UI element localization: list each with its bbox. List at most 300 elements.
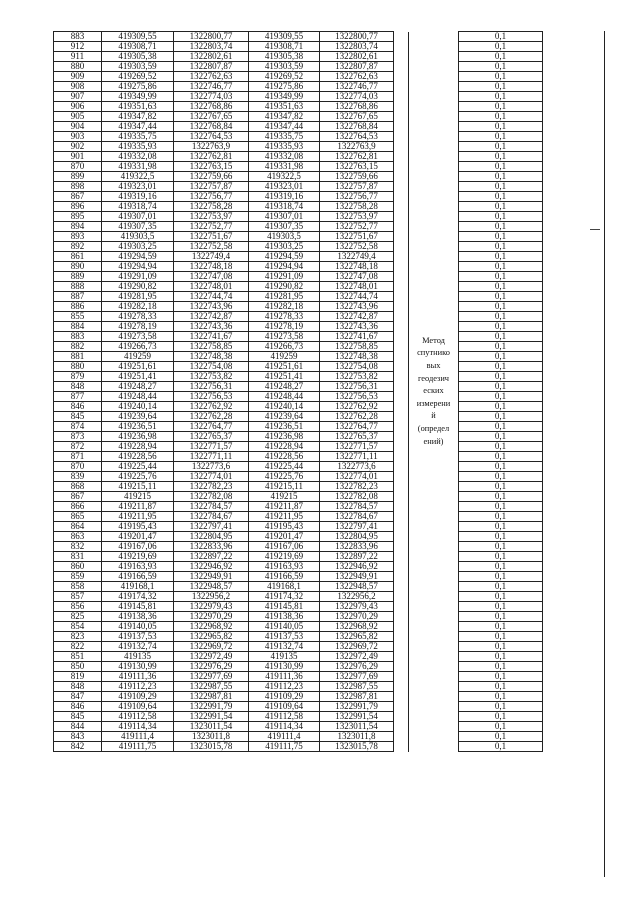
table-row — [54, 252, 543, 262]
y-new-cell: 1322753,82 — [320, 372, 394, 382]
table-row — [54, 632, 543, 642]
x-old-cell: 419331,98 — [102, 162, 174, 172]
accuracy-cell: 0,1 — [459, 422, 543, 432]
table-row — [54, 202, 543, 212]
y-old-cell: 1322807,87 — [174, 62, 249, 72]
point-number-cell: 903 — [54, 132, 102, 142]
table-row — [54, 582, 543, 592]
x-old-cell: 419215,11 — [102, 482, 174, 492]
accuracy-cell: 0,1 — [459, 222, 543, 232]
x-old-cell: 419111,4 — [102, 732, 174, 742]
accuracy-cell: 0,1 — [459, 72, 543, 82]
point-number-cell: 884 — [54, 322, 102, 332]
x-new-cell: 419130,99 — [249, 662, 320, 672]
x-new-cell: 419294,94 — [249, 262, 320, 272]
point-number-cell: 851 — [54, 652, 102, 662]
y-old-cell: 1322752,77 — [174, 222, 249, 232]
table-row — [54, 382, 543, 392]
x-old-cell: 419228,94 — [102, 442, 174, 452]
x-new-cell: 419211,87 — [249, 502, 320, 512]
x-old-cell: 419219,69 — [102, 552, 174, 562]
table-row — [54, 232, 543, 242]
point-number-cell: 860 — [54, 562, 102, 572]
x-new-cell: 419309,55 — [249, 32, 320, 42]
y-new-cell: 1322969,72 — [320, 642, 394, 652]
y-new-cell: 1322743,96 — [320, 302, 394, 312]
point-number-cell: 909 — [54, 72, 102, 82]
x-new-cell: 419112,23 — [249, 682, 320, 692]
method-text-line: Метод — [422, 335, 445, 345]
point-number-cell: 902 — [54, 142, 102, 152]
table-row — [54, 152, 543, 162]
x-new-cell: 419335,75 — [249, 132, 320, 142]
x-old-cell: 419248,27 — [102, 382, 174, 392]
y-new-cell: 1322972,49 — [320, 652, 394, 662]
y-old-cell: 1322748,01 — [174, 282, 249, 292]
method-text-line: еских — [423, 386, 444, 396]
accuracy-cell: 0,1 — [459, 602, 543, 612]
table-row — [54, 42, 543, 52]
x-old-cell: 419225,44 — [102, 462, 174, 472]
y-new-cell: 1323015,78 — [320, 742, 394, 752]
x-old-cell: 419132,74 — [102, 642, 174, 652]
table-row — [54, 292, 543, 302]
y-new-cell: 1322774,01 — [320, 472, 394, 482]
point-number-cell: 858 — [54, 582, 102, 592]
accuracy-cell: 0,1 — [459, 582, 543, 592]
table-row — [54, 692, 543, 702]
accuracy-cell: 0,1 — [459, 62, 543, 72]
table-row — [54, 282, 543, 292]
point-number-cell: 861 — [54, 252, 102, 262]
table-row — [54, 442, 543, 452]
table-row — [54, 622, 543, 632]
accuracy-cell: 0,1 — [459, 162, 543, 172]
point-number-cell: 855 — [54, 312, 102, 322]
accuracy-cell: 0,1 — [459, 172, 543, 182]
point-number-cell: 912 — [54, 42, 102, 52]
x-new-cell: 419114,34 — [249, 722, 320, 732]
table-row — [54, 342, 543, 352]
y-new-cell: 1322748,38 — [320, 352, 394, 362]
accuracy-cell: 0,1 — [459, 742, 543, 752]
x-old-cell: 419266,73 — [102, 342, 174, 352]
y-new-cell: 1322748,01 — [320, 282, 394, 292]
y-new-cell: 1323011,54 — [320, 722, 394, 732]
x-old-cell: 419335,93 — [102, 142, 174, 152]
table-row — [54, 92, 543, 102]
y-new-cell: 1322752,58 — [320, 242, 394, 252]
x-new-cell: 419303,59 — [249, 62, 320, 72]
y-old-cell: 1322771,11 — [174, 452, 249, 462]
x-old-cell: 419174,32 — [102, 592, 174, 602]
x-old-cell: 419112,58 — [102, 712, 174, 722]
accuracy-cell: 0,1 — [459, 462, 543, 472]
table-row — [54, 662, 543, 672]
point-number-cell: 880 — [54, 362, 102, 372]
y-new-cell: 1322765,37 — [320, 432, 394, 442]
y-old-cell: 1322965,82 — [174, 632, 249, 642]
y-new-cell: 1322747,08 — [320, 272, 394, 282]
table-row — [54, 192, 543, 202]
accuracy-cell: 0,1 — [459, 682, 543, 692]
y-old-cell: 1322741,67 — [174, 332, 249, 342]
x-new-cell: 419323,01 — [249, 182, 320, 192]
x-new-cell: 419135 — [249, 652, 320, 662]
point-number-cell: 904 — [54, 122, 102, 132]
y-new-cell: 1322987,55 — [320, 682, 394, 692]
accuracy-cell: 0,1 — [459, 132, 543, 142]
accuracy-cell: 0,1 — [459, 252, 543, 262]
point-number-cell: 908 — [54, 82, 102, 92]
accuracy-cell: 0,1 — [459, 572, 543, 582]
table-row — [54, 422, 543, 432]
y-new-cell: 1322748,18 — [320, 262, 394, 272]
y-old-cell: 1322833,96 — [174, 542, 249, 552]
y-new-cell: 1322965,82 — [320, 632, 394, 642]
x-new-cell: 419251,41 — [249, 372, 320, 382]
x-new-cell: 419278,19 — [249, 322, 320, 332]
y-new-cell: 1322763,9 — [320, 142, 394, 152]
y-new-cell: 1322762,28 — [320, 412, 394, 422]
x-old-cell: 419294,59 — [102, 252, 174, 262]
accuracy-cell: 0,1 — [459, 82, 543, 92]
table-row — [54, 702, 543, 712]
y-new-cell: 1322784,57 — [320, 502, 394, 512]
point-number-cell: 888 — [54, 282, 102, 292]
point-number-cell: 887 — [54, 292, 102, 302]
x-old-cell: 419294,94 — [102, 262, 174, 272]
accuracy-cell: 0,1 — [459, 652, 543, 662]
x-old-cell: 419240,14 — [102, 402, 174, 412]
accuracy-cell: 0,1 — [459, 502, 543, 512]
table-row — [54, 722, 543, 732]
y-old-cell: 1322782,08 — [174, 492, 249, 502]
y-new-cell: 1322979,43 — [320, 602, 394, 612]
table-row — [54, 372, 543, 382]
x-new-cell: 419305,38 — [249, 52, 320, 62]
y-old-cell: 1322765,37 — [174, 432, 249, 442]
y-old-cell: 1322987,55 — [174, 682, 249, 692]
x-old-cell: 419211,87 — [102, 502, 174, 512]
accuracy-cell: 0,1 — [459, 672, 543, 682]
y-old-cell: 1322748,38 — [174, 352, 249, 362]
table-row — [54, 72, 543, 82]
table-row — [54, 732, 543, 742]
point-number-cell: 874 — [54, 422, 102, 432]
y-new-cell: 1322768,84 — [320, 122, 394, 132]
point-number-cell: 856 — [54, 602, 102, 612]
accuracy-cell: 0,1 — [459, 702, 543, 712]
x-new-cell: 419303,25 — [249, 242, 320, 252]
x-new-cell: 419138,36 — [249, 612, 320, 622]
table-row — [54, 322, 543, 332]
point-number-cell: 899 — [54, 172, 102, 182]
point-number-cell: 882 — [54, 342, 102, 352]
y-old-cell: 1322759,66 — [174, 172, 249, 182]
margin-dash — [590, 229, 600, 230]
x-new-cell: 419174,32 — [249, 592, 320, 602]
x-new-cell: 419351,63 — [249, 102, 320, 112]
table-row — [54, 712, 543, 722]
x-new-cell: 419248,27 — [249, 382, 320, 392]
table-row — [54, 212, 543, 222]
point-number-cell: 819 — [54, 672, 102, 682]
x-new-cell: 419225,44 — [249, 462, 320, 472]
x-old-cell: 419259 — [102, 352, 174, 362]
point-number-cell: 907 — [54, 92, 102, 102]
x-old-cell: 419349,99 — [102, 92, 174, 102]
y-new-cell: 1322757,87 — [320, 182, 394, 192]
x-new-cell: 419331,98 — [249, 162, 320, 172]
accuracy-cell: 0,1 — [459, 292, 543, 302]
accuracy-cell: 0,1 — [459, 642, 543, 652]
accuracy-cell: 0,1 — [459, 712, 543, 722]
accuracy-cell: 0,1 — [459, 592, 543, 602]
table-row — [54, 312, 543, 322]
y-new-cell: 1323011,8 — [320, 732, 394, 742]
point-number-cell: 892 — [54, 242, 102, 252]
y-old-cell: 1322968,92 — [174, 622, 249, 632]
x-new-cell: 419275,86 — [249, 82, 320, 92]
point-number-cell: 890 — [54, 262, 102, 272]
y-old-cell: 1322762,92 — [174, 402, 249, 412]
table-row — [54, 502, 543, 512]
y-new-cell: 1322949,91 — [320, 572, 394, 582]
accuracy-cell: 0,1 — [459, 142, 543, 152]
y-old-cell: 1322743,36 — [174, 322, 249, 332]
x-old-cell: 419114,34 — [102, 722, 174, 732]
y-old-cell: 1322782,23 — [174, 482, 249, 492]
x-old-cell: 419145,81 — [102, 602, 174, 612]
accuracy-cell: 0,1 — [459, 332, 543, 342]
accuracy-cell: 0,1 — [459, 382, 543, 392]
point-number-cell: 896 — [54, 202, 102, 212]
x-old-cell: 419332,08 — [102, 152, 174, 162]
y-old-cell: 1322897,22 — [174, 552, 249, 562]
x-new-cell: 419307,01 — [249, 212, 320, 222]
y-old-cell: 1322773,6 — [174, 462, 249, 472]
table-row — [54, 112, 543, 122]
x-old-cell: 419319,16 — [102, 192, 174, 202]
x-old-cell: 419109,29 — [102, 692, 174, 702]
method-text-line: геодезич — [417, 373, 450, 383]
y-old-cell: 1322764,53 — [174, 132, 249, 142]
x-new-cell: 419239,64 — [249, 412, 320, 422]
right-border-line — [604, 31, 605, 877]
y-old-cell: 1322771,57 — [174, 442, 249, 452]
accuracy-cell: 0,1 — [459, 272, 543, 282]
table-row — [54, 182, 543, 192]
method-text-line: спутнико — [417, 348, 450, 358]
table-row — [54, 262, 543, 272]
x-old-cell: 419251,61 — [102, 362, 174, 372]
x-new-cell: 419248,44 — [249, 392, 320, 402]
point-number-cell: 872 — [54, 442, 102, 452]
y-new-cell: 1322991,79 — [320, 702, 394, 712]
y-new-cell: 1322762,63 — [320, 72, 394, 82]
x-old-cell: 419138,36 — [102, 612, 174, 622]
y-new-cell: 1322746,77 — [320, 82, 394, 92]
x-new-cell: 419166,59 — [249, 572, 320, 582]
x-old-cell: 419303,59 — [102, 62, 174, 72]
table-row — [54, 542, 543, 552]
y-old-cell: 1322757,87 — [174, 182, 249, 192]
accuracy-cell: 0,1 — [459, 92, 543, 102]
table-row — [54, 602, 543, 612]
y-new-cell: 1322758,28 — [320, 202, 394, 212]
table-row — [54, 652, 543, 662]
y-new-cell: 1322956,2 — [320, 592, 394, 602]
table-row — [54, 132, 543, 142]
x-old-cell: 419135 — [102, 652, 174, 662]
x-new-cell: 419347,82 — [249, 112, 320, 122]
x-new-cell: 419167,06 — [249, 542, 320, 552]
method-text-line: измерени — [416, 398, 451, 408]
y-new-cell: 1322807,87 — [320, 62, 394, 72]
x-new-cell: 419137,53 — [249, 632, 320, 642]
table-row — [54, 392, 543, 402]
x-new-cell: 419282,18 — [249, 302, 320, 312]
x-new-cell: 419273,58 — [249, 332, 320, 342]
accuracy-cell: 0,1 — [459, 372, 543, 382]
x-new-cell: 419195,43 — [249, 522, 320, 532]
point-number-cell: 854 — [54, 622, 102, 632]
x-new-cell: 419259 — [249, 352, 320, 362]
y-new-cell: 1322833,96 — [320, 542, 394, 552]
y-old-cell: 1323015,78 — [174, 742, 249, 752]
x-old-cell: 419228,56 — [102, 452, 174, 462]
x-new-cell: 419228,94 — [249, 442, 320, 452]
y-new-cell: 1322762,92 — [320, 402, 394, 412]
x-old-cell: 419236,98 — [102, 432, 174, 442]
y-old-cell: 1322747,08 — [174, 272, 249, 282]
x-old-cell: 419278,33 — [102, 312, 174, 322]
y-new-cell: 1322782,23 — [320, 482, 394, 492]
table-row — [54, 532, 543, 542]
y-old-cell: 1322758,28 — [174, 202, 249, 212]
accuracy-cell: 0,1 — [459, 412, 543, 422]
point-number-cell: 823 — [54, 632, 102, 642]
accuracy-cell: 0,1 — [459, 282, 543, 292]
table-row — [54, 562, 543, 572]
point-number-cell: 889 — [54, 272, 102, 282]
method-text-line: вых — [426, 361, 441, 371]
y-new-cell: 1322742,87 — [320, 312, 394, 322]
y-new-cell: 1322774,03 — [320, 92, 394, 102]
x-old-cell: 419278,19 — [102, 322, 174, 332]
point-number-cell: 883 — [54, 332, 102, 342]
table-row — [54, 222, 543, 232]
accuracy-cell: 0,1 — [459, 402, 543, 412]
point-number-cell: 848 — [54, 382, 102, 392]
y-new-cell: 1322759,66 — [320, 172, 394, 182]
x-old-cell: 419309,55 — [102, 32, 174, 42]
point-number-cell: 905 — [54, 112, 102, 122]
y-old-cell: 1322768,86 — [174, 102, 249, 112]
y-old-cell: 1322762,81 — [174, 152, 249, 162]
table-row — [54, 352, 543, 362]
y-new-cell: 1322771,57 — [320, 442, 394, 452]
table-row — [54, 552, 543, 562]
x-old-cell: 419248,44 — [102, 392, 174, 402]
accuracy-cell: 0,1 — [459, 52, 543, 62]
coordinates-table — [53, 31, 543, 752]
table-row — [54, 402, 543, 412]
accuracy-cell: 0,1 — [459, 562, 543, 572]
x-new-cell: 419266,73 — [249, 342, 320, 352]
x-new-cell: 419111,75 — [249, 742, 320, 752]
y-old-cell: 1322762,28 — [174, 412, 249, 422]
x-new-cell: 419215 — [249, 492, 320, 502]
accuracy-cell: 0,1 — [459, 522, 543, 532]
table-row — [54, 742, 543, 752]
accuracy-cell: 0,1 — [459, 312, 543, 322]
point-number-cell: 832 — [54, 542, 102, 552]
x-new-cell: 419294,59 — [249, 252, 320, 262]
x-old-cell: 419112,23 — [102, 682, 174, 692]
method-cell — [409, 32, 459, 752]
table-row — [54, 452, 543, 462]
x-new-cell: 419281,95 — [249, 292, 320, 302]
table-row — [54, 272, 543, 282]
point-number-cell: 831 — [54, 552, 102, 562]
x-new-cell: 419251,61 — [249, 362, 320, 372]
y-new-cell: 1322751,67 — [320, 232, 394, 242]
point-number-cell: 893 — [54, 232, 102, 242]
y-new-cell: 1322749,4 — [320, 252, 394, 262]
x-old-cell: 419201,47 — [102, 532, 174, 542]
y-old-cell: 1322774,01 — [174, 472, 249, 482]
table-row — [54, 332, 543, 342]
y-new-cell: 1322946,92 — [320, 562, 394, 572]
point-number-cell: 822 — [54, 642, 102, 652]
y-old-cell: 1322756,77 — [174, 192, 249, 202]
x-old-cell: 419215 — [102, 492, 174, 502]
accuracy-cell: 0,1 — [459, 472, 543, 482]
x-old-cell: 419251,41 — [102, 372, 174, 382]
spacer-column — [394, 32, 409, 752]
x-new-cell: 419332,08 — [249, 152, 320, 162]
table-row — [54, 672, 543, 682]
table-row — [54, 302, 543, 312]
table-row — [54, 522, 543, 532]
table-row — [54, 32, 543, 42]
table-row — [54, 142, 543, 152]
y-new-cell: 1322991,54 — [320, 712, 394, 722]
point-number-cell: 846 — [54, 402, 102, 412]
x-new-cell: 419140,05 — [249, 622, 320, 632]
x-old-cell: 419225,76 — [102, 472, 174, 482]
y-old-cell: 1322764,77 — [174, 422, 249, 432]
method-text-line: й — [431, 411, 436, 421]
point-number-cell: 842 — [54, 742, 102, 752]
point-number-cell: 839 — [54, 472, 102, 482]
table-row — [54, 62, 543, 72]
y-new-cell: 1322987,81 — [320, 692, 394, 702]
y-new-cell: 1322764,77 — [320, 422, 394, 432]
y-new-cell: 1322784,67 — [320, 512, 394, 522]
accuracy-cell: 0,1 — [459, 32, 543, 42]
x-new-cell: 419322,5 — [249, 172, 320, 182]
y-old-cell: 1322754,08 — [174, 362, 249, 372]
y-old-cell: 1322987,81 — [174, 692, 249, 702]
x-old-cell: 419275,86 — [102, 82, 174, 92]
y-old-cell: 1322758,85 — [174, 342, 249, 352]
point-number-cell: 867 — [54, 192, 102, 202]
table-row — [54, 482, 543, 492]
point-number-cell: 894 — [54, 222, 102, 232]
